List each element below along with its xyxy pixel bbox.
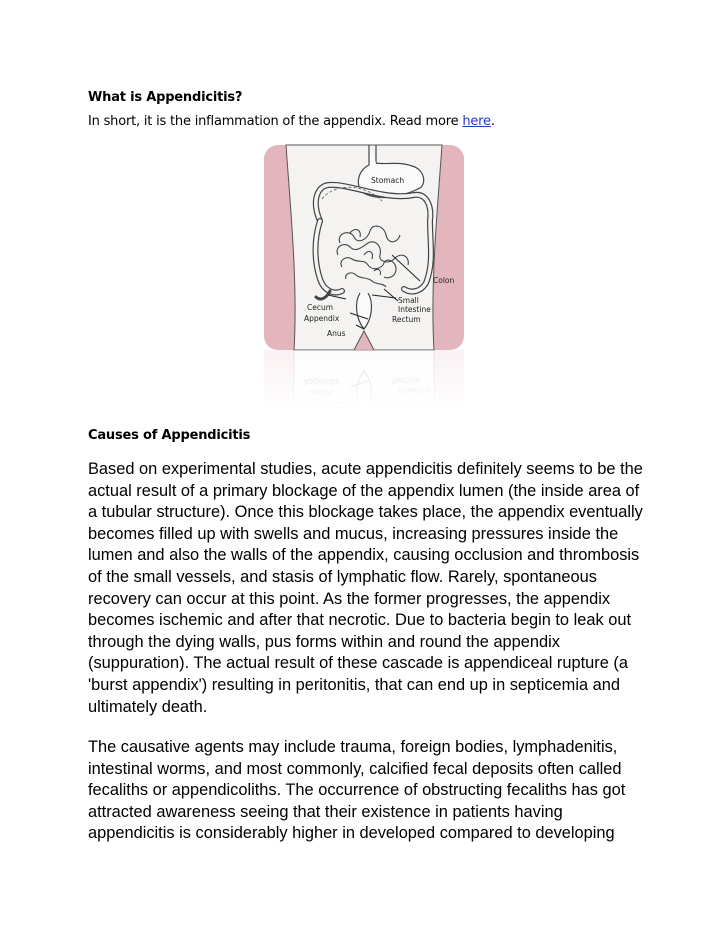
label-anus: Anus <box>327 329 346 338</box>
read-more-link[interactable]: here <box>462 114 491 129</box>
reflection-fade <box>264 350 464 413</box>
section-heading-causes: Causes of Appendicitis <box>88 428 251 443</box>
label-small-intestine-line1: Small <box>398 296 419 305</box>
label-colon: Colon <box>433 276 455 285</box>
figure-main <box>264 145 464 350</box>
digestive-system-figure <box>264 143 464 413</box>
intro-text: In short, it is the inflammation of the appendix. Read more <box>88 114 463 129</box>
digestive-system-diagram <box>264 143 464 413</box>
label-appendix: Appendix <box>304 314 340 323</box>
label-small-intestine-line2: Intestine <box>398 305 431 314</box>
paragraph-causes-2: The causative agents may include trauma, foreign bodies, lymphadenitis, intestinal worms, and most commonly, calcified fecal deposits often called fecaliths or appendicoliths. The occurrence of obstructing fecaliths has got attracted awareness seeing that their existence in patients having appendicitis is considerably higher in developed compared to developing <box>88 738 626 843</box>
label-stomach: Stomach <box>371 176 405 185</box>
label-cecum: Cecum <box>307 303 334 312</box>
section-heading-what-is-appendicitis: What is Appendicitis? <box>88 90 243 105</box>
intro-paragraph <box>88 114 495 129</box>
intro-end: . <box>490 114 495 129</box>
paragraph-causes-1: Based on experimental studies, acute appendicitis definitely seems to be the actual result of a primary blockage of the appendix lumen (the inside area of a tubular structure). Once this blockage takes place, the appendix eventually becomes filled up with swells and mucus, increasing pressures inside the lumen and also the walls of the appendix, causing occlusion and thrombosis of the small vessels, and stasis of lymphatic flow. Rarely, spontaneous recovery can occur at this point. As the former progresses, the appendix becomes ischemic and after that necrotic. Due to bacteria begin to leak out through the dying walls, pus forms within and round the appendix (suppuration). The actual result of these cascade is appendiceal rupture (a 'burst appendix') resulting in peritonitis, that can end up in septicemia and ultimately death. <box>88 460 643 716</box>
label-rectum: Rectum <box>392 315 421 324</box>
